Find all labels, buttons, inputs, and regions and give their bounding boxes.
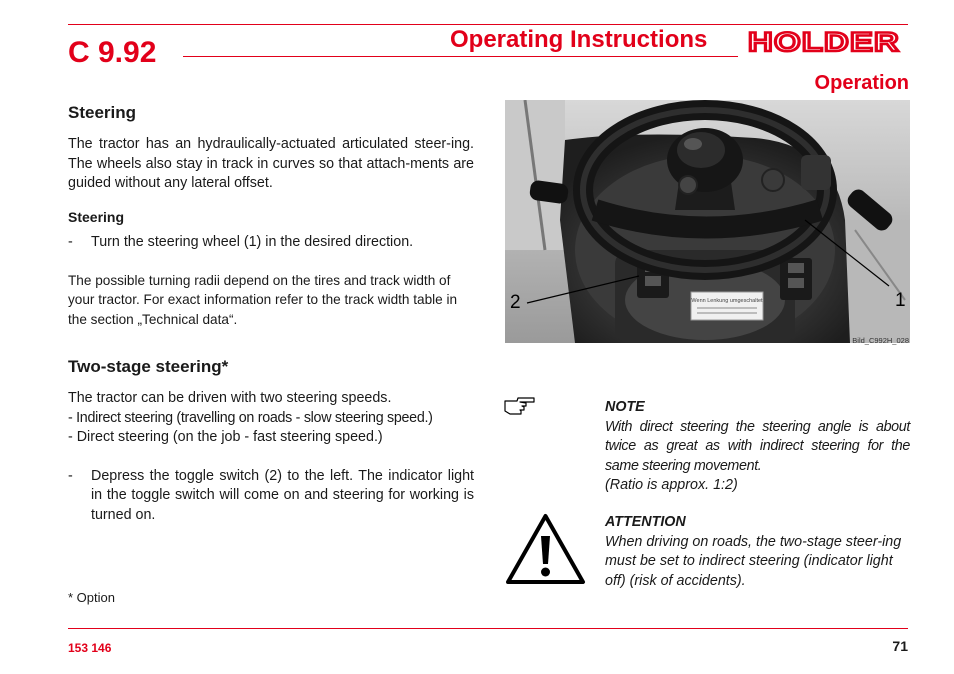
- photo-label-1: 1: [895, 290, 906, 311]
- steering-wheel-photo: [505, 100, 910, 343]
- header-title-rule: [183, 56, 738, 57]
- svg-text:HOLDER: HOLDER: [748, 29, 900, 55]
- note-title: NOTE: [605, 399, 645, 415]
- section-title: Operation: [814, 72, 909, 94]
- two-stage-step: [68, 467, 474, 526]
- two-stage-step-text: Depress the toggle switch (2) to the left. The indicator light in the toggle switch will come on and steering for working is turned on.: [91, 467, 474, 523]
- two-stage-line-1: The tractor can be driven with two steering speeds.: [68, 390, 392, 407]
- two-stage-line-3: - Direct steering (on the job - fast steering speed.): [68, 429, 383, 446]
- two-stage-heading: Two-stage steering*: [68, 357, 229, 377]
- sticker-text: Wenn Lenkung umgeschaltet: [691, 298, 763, 304]
- dash-bullet: -: [68, 467, 73, 484]
- attention-text: When driving on roads, the two-stage steer-ing must be set to indirect steering (indicator light off) (risk of accidents).: [605, 533, 902, 589]
- steering-heading: Steering: [68, 103, 137, 122]
- holder-logo: [748, 29, 902, 55]
- pointing-hand-icon: [503, 395, 535, 415]
- attention-title: ATTENTION: [605, 514, 686, 530]
- footnote: * Option: [68, 590, 115, 605]
- page-number: 71: [892, 638, 908, 654]
- warning-triangle-icon: [504, 512, 587, 586]
- note-text: With direct steering the steering angle is about twice as great as with indirect steering for the same steering movement.: [605, 418, 910, 474]
- photo-label-2: 2: [510, 292, 521, 313]
- model-number: C 9.92: [68, 36, 157, 69]
- left-column: [68, 103, 474, 525]
- note-ratio: (Ratio is approx. 1:2): [605, 477, 738, 493]
- note-block: [605, 398, 910, 496]
- header-top-rule: [68, 24, 908, 25]
- dash-bullet: -: [68, 233, 73, 250]
- two-stage-line-2: - Indirect steering (travelling on roads - slow steering speed.): [68, 409, 433, 426]
- footer-rule: [68, 628, 908, 629]
- attention-block: [605, 513, 910, 591]
- turning-radii-text: The possible turning radii depend on the tires and track width of your tractor. For exact information refer to the track width table in the section „Technical data“.: [68, 273, 458, 327]
- photo-caption: Bild_C992H_028: [852, 336, 909, 345]
- steering-step-text: Turn the steering wheel (1) in the desired direction.: [91, 233, 414, 250]
- steering-subheading: Steering: [68, 208, 125, 225]
- steering-intro: The tractor has an hydraulically-actuated articulated steer-ing. The wheels also stay in track in curves so that attach-ments are guided without any lateral offset.: [68, 136, 474, 191]
- document-number: 153 146: [68, 641, 112, 655]
- document-title: Operating Instructions: [450, 26, 708, 53]
- steering-step: [68, 233, 474, 253]
